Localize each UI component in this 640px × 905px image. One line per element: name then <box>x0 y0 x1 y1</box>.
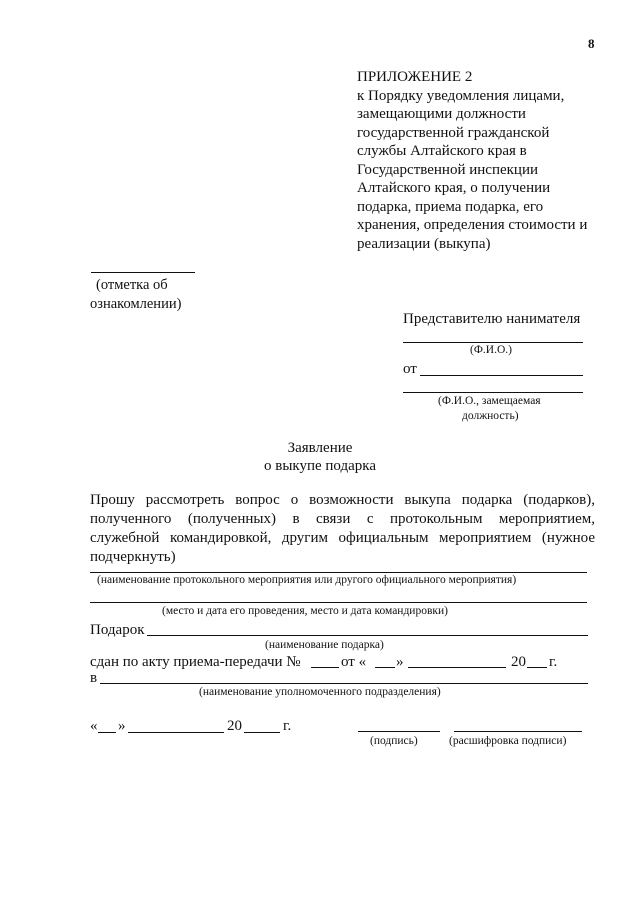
document-title: Заявление <box>287 440 353 456</box>
page-number: 8 <box>588 36 595 51</box>
appendix-line: подарка, приема подарка, его <box>357 198 544 215</box>
unit-line[interactable] <box>100 683 588 684</box>
acknowledgement-line-2: ознакомлении) <box>90 296 182 312</box>
act-day-line[interactable] <box>375 667 395 668</box>
appendix-line: к Порядку уведомления лицами, <box>357 87 565 104</box>
act-month-line[interactable] <box>408 667 506 668</box>
date-year-line[interactable] <box>244 732 280 733</box>
event-line[interactable] <box>90 572 587 573</box>
request-line: служебной командировкой, другим официальным мероприятием (нужное <box>90 530 595 546</box>
appendix-line: государственной гражданской <box>357 124 550 141</box>
appendix-line: Алтайского края, о получении <box>357 180 551 196</box>
act-year-line[interactable] <box>527 667 547 668</box>
acknowledgement-line[interactable] <box>91 272 195 273</box>
appendix-line: службы Алтайского края в <box>357 143 527 159</box>
to-label: в <box>90 670 98 686</box>
signature-line[interactable] <box>358 731 440 732</box>
from-caption-1: (Ф.И.О., замещаемая <box>438 395 541 407</box>
act-quote-close: » <box>396 654 404 670</box>
acknowledgement-caption <box>90 276 181 314</box>
date-day-line[interactable] <box>98 732 116 733</box>
document-subtitle: о выкупе подарка <box>263 458 377 474</box>
request-line: Прошу рассмотреть вопрос о возможности выкупа подарка (подарков), <box>90 492 595 508</box>
act-year-prefix: 20 <box>511 654 526 670</box>
date-year-suffix: г. <box>283 718 292 734</box>
signature-decode-caption: (расшифровка подписи) <box>449 735 567 747</box>
date-month-line[interactable] <box>128 732 224 733</box>
act-from: от « <box>341 654 367 670</box>
appendix-line: реализации (выкупа) <box>357 235 491 252</box>
addressee-to: Представителю нанимателя <box>403 311 581 327</box>
unit-caption: (наименование уполномоченного подразделения) <box>199 686 441 698</box>
place-line[interactable] <box>90 602 587 603</box>
date-quote-open: « <box>90 718 98 734</box>
signature-decode-line[interactable] <box>454 731 582 732</box>
gift-line[interactable] <box>147 635 588 636</box>
signature-caption: (подпись) <box>370 735 418 747</box>
from-name-line[interactable] <box>420 375 583 376</box>
from-label: от <box>403 361 417 377</box>
gift-caption: (наименование подарка) <box>265 639 384 651</box>
fio-caption: (Ф.И.О.) <box>470 344 512 356</box>
appendix-line: замещающими должности <box>357 106 526 122</box>
date-year-prefix: 20 <box>227 718 242 734</box>
act-year-suffix: г. <box>549 654 558 670</box>
request-line: полученного (полученных) в связи с протокольным мероприятием, <box>90 511 595 527</box>
date-quote-close: » <box>118 718 126 734</box>
event-caption: (наименование протокольного мероприятия или другого официального мероприятия) <box>97 574 517 586</box>
from-caption-2: должность) <box>462 410 519 422</box>
place-caption: (место и дата его проведения, место и дата командировки) <box>162 605 448 617</box>
request-text <box>90 491 595 567</box>
appendix-line: хранения, определения стоимости и <box>357 217 588 233</box>
act-prefix: сдан по акту приема-передачи № <box>90 654 301 670</box>
addressee-name-line[interactable] <box>403 342 583 343</box>
act-number-line[interactable] <box>311 667 339 668</box>
gift-label: Подарок <box>90 622 145 638</box>
appendix-block <box>357 68 587 253</box>
acknowledgement-line-1: (отметка об <box>96 277 168 293</box>
from-position-line[interactable] <box>403 392 583 393</box>
request-line: подчеркнуть) <box>90 549 176 565</box>
appendix-title: ПРИЛОЖЕНИЕ 2 <box>357 69 473 85</box>
appendix-line: Государственной инспекции <box>357 161 538 178</box>
